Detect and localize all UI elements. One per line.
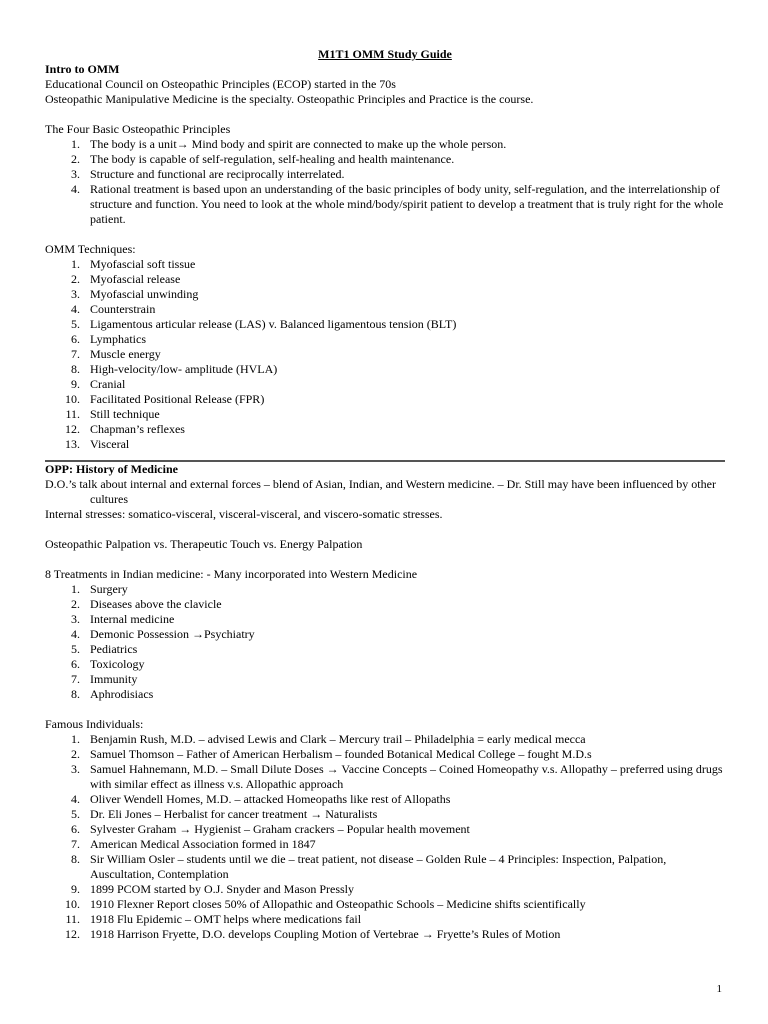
list-item: 12. Chapman’s reflexes (65, 422, 185, 436)
list-item: 11. Still technique (65, 407, 160, 421)
list-item: 8. Aphrodisiacs (71, 687, 154, 701)
list-item: 5. Dr. Eli Jones – Herbalist for cancer treatment → Naturalists (71, 807, 378, 821)
list-item: 1. Surgery (71, 582, 128, 596)
famous-heading: Famous Individuals: (45, 717, 144, 731)
principles-heading: The Four Basic Osteopathic Principles (45, 122, 231, 136)
list-item: 4. Demonic Possession →Psychiatry (71, 627, 255, 641)
list-item: 1. The body is a unit→ Mind body and spirit are connected to make up the whole person. (71, 137, 507, 151)
list-item: 9. 1899 PCOM started by O.J. Snyder and Mason Pressly (71, 882, 354, 896)
list-item: 3. Samuel Hahnemann, M.D. – Small Dilute Doses → Vaccine Concepts – Coined Homeopathy v.s. Allopathy – preferred using drugs with similar effect as illness v.s. Allopathic approach (71, 762, 723, 791)
list-item: 1. Myofascial soft tissue (71, 257, 196, 271)
list-item: 11. 1918 Flu Epidemic – OMT helps where medications fail (65, 912, 362, 926)
list-item: 4. Oliver Wendell Homes, M.D. – attacked Homeopaths like rest of Allopaths (71, 792, 451, 806)
intro-heading: Intro to OMM (45, 62, 120, 76)
list-item: 6. Lymphatics (71, 332, 146, 346)
list-item: 3. Structure and functional are reciprocally interrelated. (71, 167, 345, 181)
list-item: 10. 1910 Flexner Report closes 50% of Allopathic and Osteopathic Schools – Medicine shifts scientifically (65, 897, 586, 911)
intro-line: Educational Council on Osteopathic Principles (ECOP) started in the 70s (45, 77, 396, 91)
list-item: 7. American Medical Association formed in 1847 (71, 837, 316, 851)
document-title: M1T1 OMM Study Guide (318, 47, 452, 61)
history-heading: OPP: History of Medicine (45, 462, 178, 476)
document-page (45, 47, 725, 942)
page-number: 1 (716, 983, 722, 995)
list-item: 2. Myofascial release (71, 272, 181, 286)
list-item: 6. Sylvester Graham → Hygienist – Graham crackers – Popular health movement (71, 822, 470, 836)
list-item: 7. Muscle energy (71, 347, 161, 361)
principles-list (45, 137, 725, 227)
list-item: 8. High-velocity/low- amplitude (HVLA) (71, 362, 278, 376)
list-item: 4. Counterstrain (71, 302, 156, 316)
history-line: Internal stresses: somatico-visceral, visceral-visceral, and viscero-somatic stresses. (45, 507, 443, 521)
list-item: 13. Visceral (65, 437, 130, 451)
list-item: 1. Benjamin Rush, M.D. – advised Lewis and Clark – Mercury trail – Philadelphia = early medical mecca (71, 732, 586, 746)
history-line: D.O.’s talk about internal and external forces – blend of Asian, Indian, and Western medicine. – Dr. Still may have been influenced by other cultures (45, 477, 716, 506)
list-item: 6. Toxicology (71, 657, 145, 671)
indian-list (45, 582, 725, 702)
intro-line: Osteopathic Manipulative Medicine is the specialty. Osteopathic Principles and Practice is the course. (45, 92, 534, 106)
list-item: 2. Diseases above the clavicle (71, 597, 222, 611)
list-item: 9. Cranial (71, 377, 126, 391)
list-item: 2. Samuel Thomson – Father of American Herbalism – founded Botanical Medical College – fought M.D.s (71, 747, 592, 761)
list-item: 4. Rational treatment is based upon an understanding of the basic principles of body unity, self-regulation, and the interrelationship of structure and function. You need to look at the whole mind/body/spirit patient to develop a treatment that is truly right for the whole patient. (71, 182, 724, 226)
list-item: 8. Sir William Osler – students until we die – treat patient, not disease – Golden Rule – 4 Principles: Inspection, Palpation, Auscultation, Contemplation (71, 852, 667, 881)
indian-heading: 8 Treatments in Indian medicine: - Many incorporated into Western Medicine (45, 567, 418, 581)
list-item: 5. Pediatrics (71, 642, 138, 656)
famous-list (45, 732, 725, 942)
list-item: 5. Ligamentous articular release (LAS) v. Balanced ligamentous tension (BLT) (71, 317, 457, 331)
list-item: 2. The body is capable of self-regulation, self-healing and health maintenance. (71, 152, 455, 166)
list-item: 3. Internal medicine (71, 612, 175, 626)
list-item: 12. 1918 Harrison Fryette, D.O. develops Coupling Motion of Vertebrae → Fryette’s Rules of Motion (65, 927, 561, 941)
list-item: 10. Facilitated Positional Release (FPR) (65, 392, 265, 406)
list-item: 7. Immunity (71, 672, 138, 686)
techniques-list (45, 257, 725, 452)
palpation-line: Osteopathic Palpation vs. Therapeutic Touch vs. Energy Palpation (45, 537, 363, 551)
list-item: 3. Myofascial unwinding (71, 287, 199, 301)
techniques-heading: OMM Techniques: (45, 242, 136, 256)
